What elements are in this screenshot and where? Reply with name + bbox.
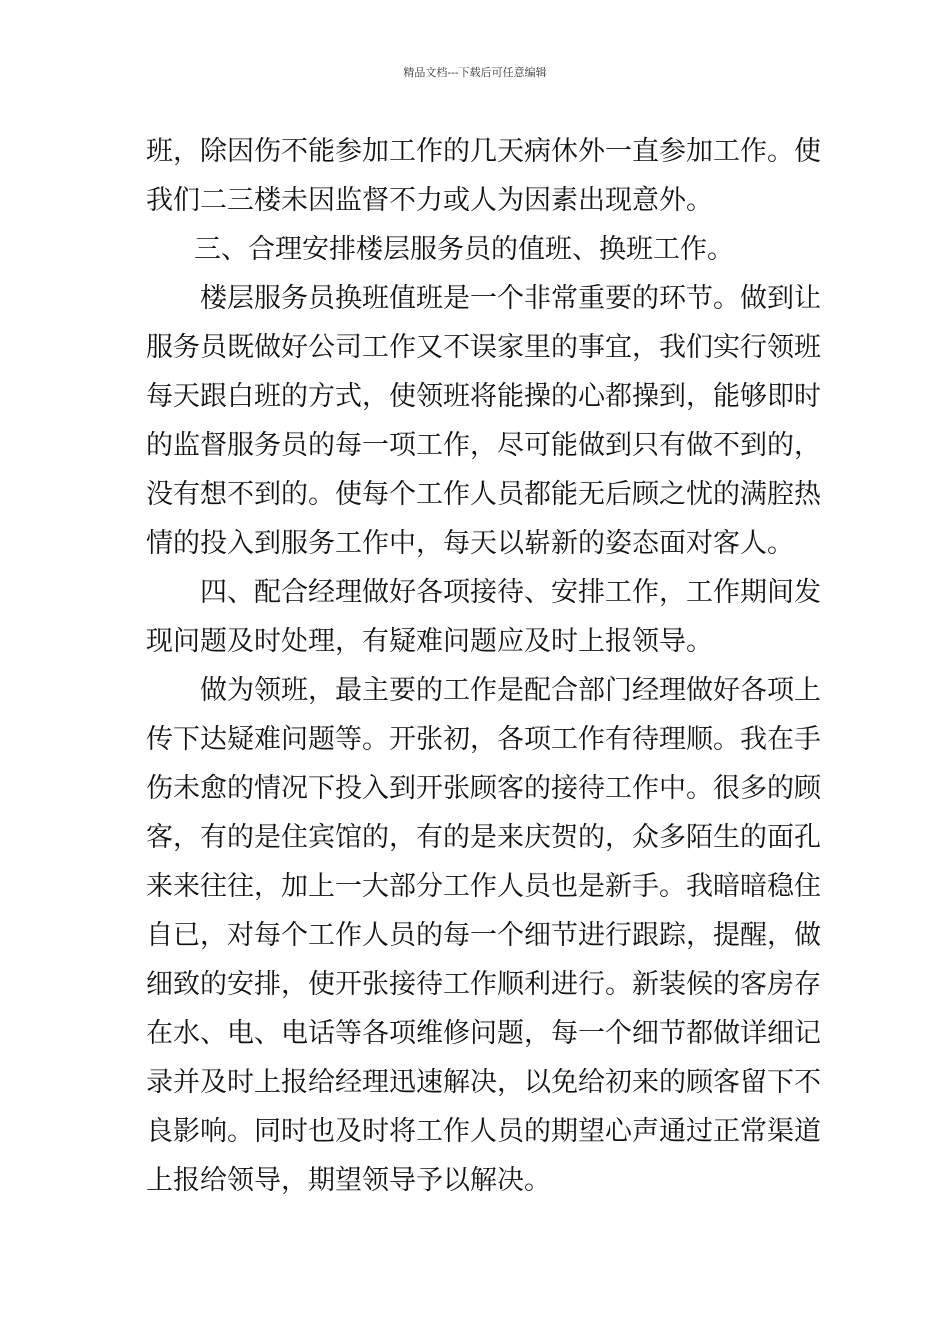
- body-line: 班，除因伤不能参加工作的几天病休外一直参加工作。使: [146, 136, 821, 167]
- body-line: 伤未愈的情况下投入到开张顾客的接待工作中。很多的顾: [146, 773, 821, 804]
- body-line: 客，有的是住宾馆的，有的是来庆贺的，众多陌生的面孔: [146, 822, 821, 853]
- body-line: 情的投入到服务工作中，每天以崭新的姿态面对客人。: [146, 528, 794, 559]
- body-line: 细致的安排，使开张接待工作顺利进行。新装候的客房存: [146, 969, 821, 1000]
- body-line: 没有想不到的。使每个工作人员都能无后顾之忧的满腔热: [146, 479, 821, 510]
- body-line: 自已，对每个工作人员的每一个细节进行跟踪，提醒，做: [146, 920, 821, 951]
- body-line: 录并及时上报给经理迅速解决，以免给初来的顾客留下不: [146, 1067, 821, 1098]
- page-header: [0, 66, 950, 80]
- body-line: 上报给领导，期望领导予以解决。: [146, 1165, 551, 1196]
- body-line: 在水、电、电话等各项维修问题，每一个细节都做详细记: [146, 1018, 821, 1049]
- section-heading: 三、合理安排楼层服务员的值班、换班工作。: [194, 234, 734, 265]
- document-body: [146, 127, 821, 1205]
- body-line: 楼层服务员换班值班是一个非常重要的环节。做到让: [200, 283, 821, 314]
- body-line: 良影响。同时也及时将工作人员的期望心声通过正常渠道: [146, 1116, 821, 1147]
- section-heading: 四、配合经理做好各项接待、安排工作，工作期间发: [200, 577, 821, 608]
- body-line: 服务员既做好公司工作又不误家里的事宜，我们实行领班: [146, 332, 821, 363]
- header-text: 精品文档---下载后可任意编辑: [403, 66, 547, 79]
- body-line: 现问题及时处理，有疑难问题应及时上报领导。: [146, 626, 713, 657]
- body-line: 做为领班，最主要的工作是配合部门经理做好各项上: [200, 675, 821, 706]
- body-line: 传下达疑难问题等。开张初，各项工作有待理顺。我在手: [146, 724, 821, 755]
- body-line: 来来往往，加上一大部分工作人员也是新手。我暗暗稳住: [146, 871, 821, 902]
- body-line: 每天跟白班的方式，使领班将能操的心都操到，能够即时: [146, 381, 821, 412]
- body-line: 我们二三楼未因监督不力或人为因素出现意外。: [146, 185, 713, 216]
- body-line: 的监督服务员的每一项工作，尽可能做到只有做不到的，: [146, 430, 821, 461]
